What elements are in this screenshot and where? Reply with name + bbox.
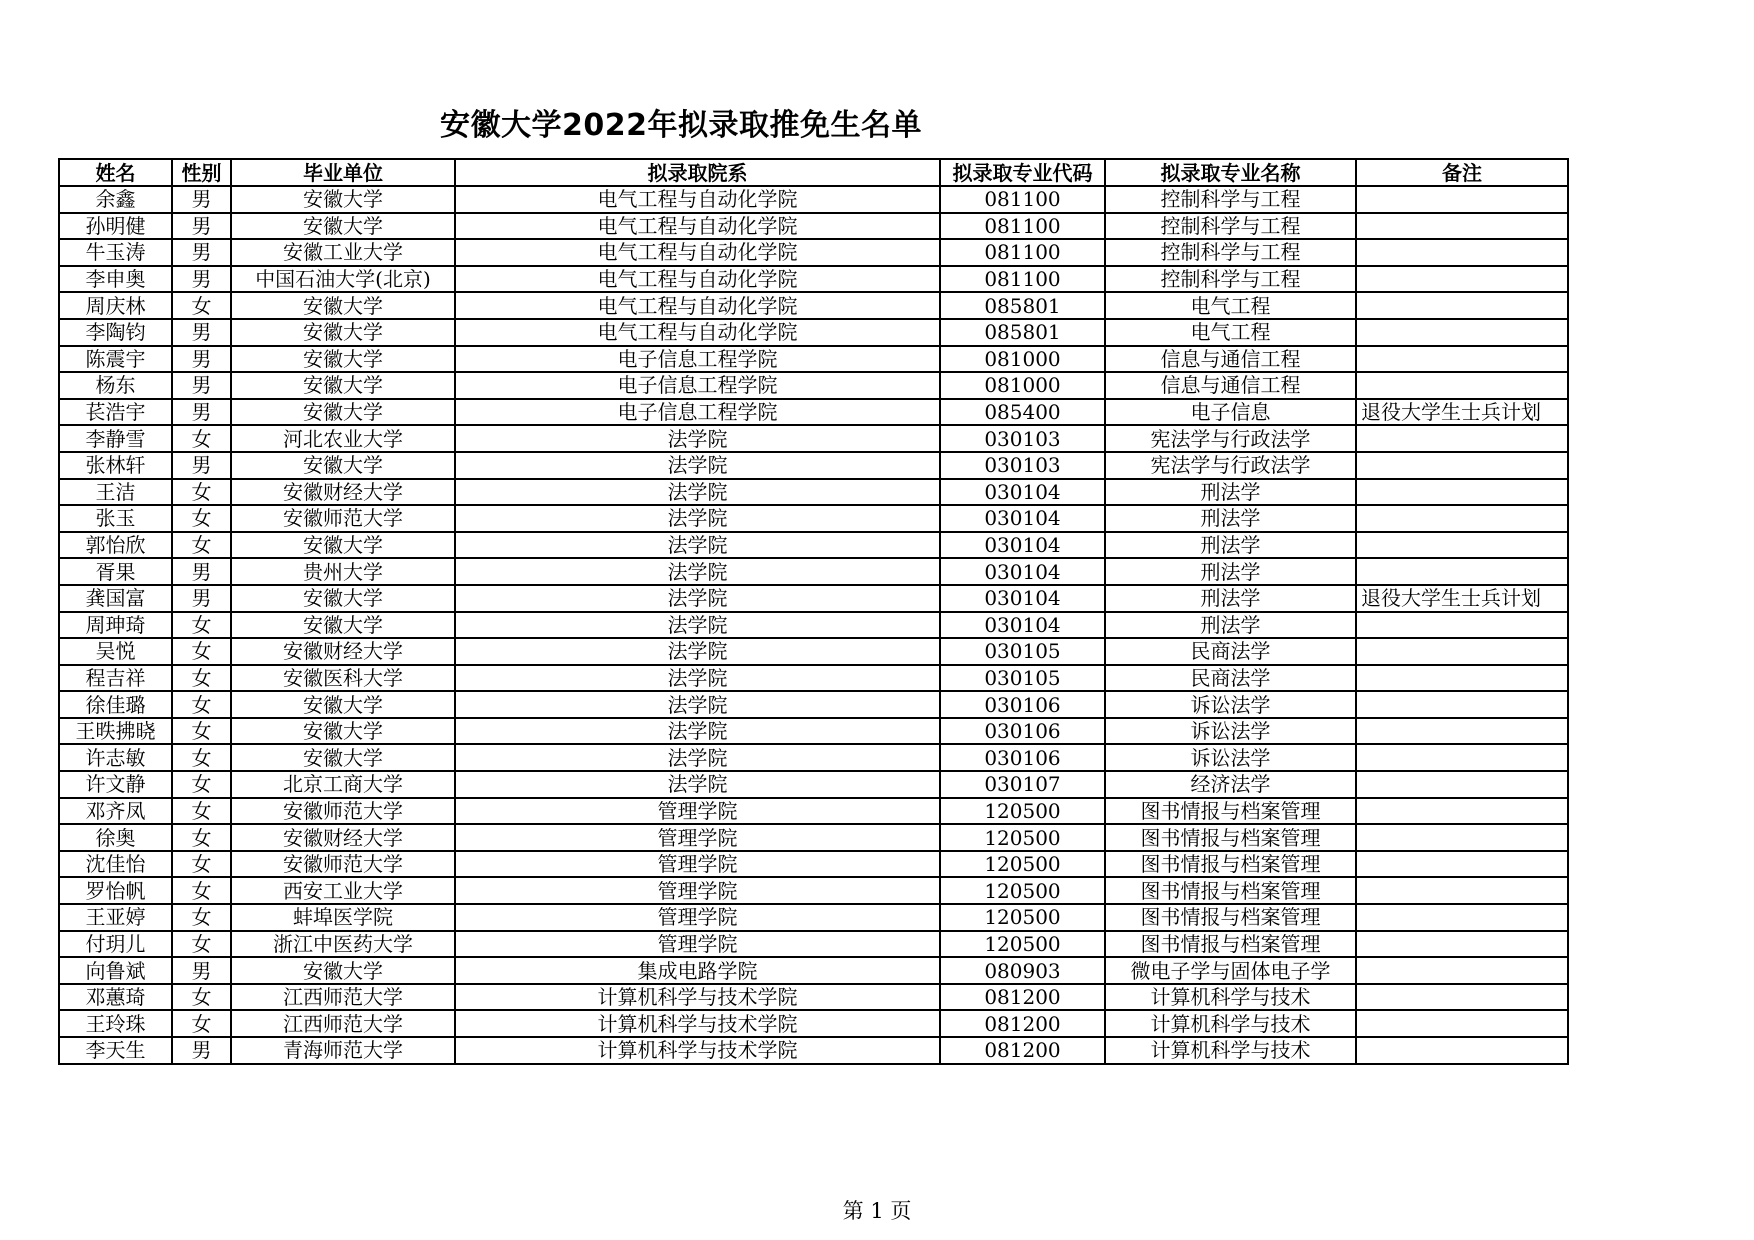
cell-school: 安徽大学 — [231, 452, 455, 479]
cell-major-code: 120500 — [940, 824, 1105, 851]
cell-major-code: 120500 — [940, 798, 1105, 825]
cell-school: 安徽师范大学 — [231, 798, 455, 825]
cell-major-code: 030107 — [940, 771, 1105, 798]
cell-department: 法学院 — [455, 638, 940, 665]
table-row — [59, 372, 1568, 399]
cell-major-name: 经济法学 — [1105, 771, 1356, 798]
cell-note — [1356, 372, 1568, 399]
header-school: 毕业单位 — [231, 159, 455, 186]
table-row — [59, 319, 1568, 346]
cell-name: 张玉 — [59, 505, 172, 532]
cell-school: 安徽大学 — [231, 319, 455, 346]
cell-gender: 女 — [172, 505, 231, 532]
cell-name: 王玲珠 — [59, 1010, 172, 1037]
cell-school: 中国石油大学(北京) — [231, 266, 455, 293]
cell-gender: 男 — [172, 399, 231, 426]
cell-major-code: 030103 — [940, 452, 1105, 479]
cell-name: 李天生 — [59, 1037, 172, 1064]
cell-school: 安徽财经大学 — [231, 824, 455, 851]
cell-school: 安徽大学 — [231, 691, 455, 718]
cell-department: 计算机科学与技术学院 — [455, 1037, 940, 1064]
table-row — [59, 744, 1568, 771]
cell-department: 法学院 — [455, 558, 940, 585]
cell-note — [1356, 824, 1568, 851]
cell-major-code: 030105 — [940, 665, 1105, 692]
cell-major-code: 030106 — [940, 691, 1105, 718]
cell-name: 陈震宇 — [59, 346, 172, 373]
table-row — [59, 798, 1568, 825]
cell-major-code: 081000 — [940, 346, 1105, 373]
cell-note — [1356, 718, 1568, 745]
cell-major-name: 控制科学与工程 — [1105, 186, 1356, 213]
cell-gender: 男 — [172, 266, 231, 293]
cell-major-name: 控制科学与工程 — [1105, 213, 1356, 240]
cell-note — [1356, 984, 1568, 1011]
cell-department: 管理学院 — [455, 851, 940, 878]
cell-name: 付玥儿 — [59, 931, 172, 958]
table-row — [59, 213, 1568, 240]
cell-major-name: 控制科学与工程 — [1105, 239, 1356, 266]
cell-major-name: 民商法学 — [1105, 638, 1356, 665]
table-row — [59, 984, 1568, 1011]
cell-department: 管理学院 — [455, 904, 940, 931]
cell-major-name: 信息与通信工程 — [1105, 372, 1356, 399]
cell-school: 安徽大学 — [231, 372, 455, 399]
cell-gender: 男 — [172, 346, 231, 373]
cell-department: 法学院 — [455, 691, 940, 718]
cell-department: 法学院 — [455, 744, 940, 771]
table-row — [59, 186, 1568, 213]
cell-school: 安徽大学 — [231, 744, 455, 771]
cell-note — [1356, 638, 1568, 665]
cell-gender: 女 — [172, 718, 231, 745]
cell-gender: 男 — [172, 239, 231, 266]
header-gender: 性别 — [172, 159, 231, 186]
cell-school: 安徽大学 — [231, 532, 455, 559]
cell-note — [1356, 239, 1568, 266]
cell-school: 蚌埠医学院 — [231, 904, 455, 931]
cell-department: 法学院 — [455, 718, 940, 745]
cell-department: 法学院 — [455, 505, 940, 532]
cell-note — [1356, 904, 1568, 931]
cell-department: 电子信息工程学院 — [455, 399, 940, 426]
cell-school: 安徽大学 — [231, 585, 455, 612]
cell-major-name: 图书情报与档案管理 — [1105, 824, 1356, 851]
cell-name: 余鑫 — [59, 186, 172, 213]
cell-major-code: 081000 — [940, 372, 1105, 399]
cell-major-name: 刑法学 — [1105, 532, 1356, 559]
header-note: 备注 — [1356, 159, 1568, 186]
cell-name: 罗怡帆 — [59, 877, 172, 904]
cell-major-code: 081100 — [940, 266, 1105, 293]
table-body — [59, 186, 1568, 1064]
table-row — [59, 638, 1568, 665]
cell-school: 江西师范大学 — [231, 1010, 455, 1037]
cell-school: 安徽师范大学 — [231, 505, 455, 532]
cell-note — [1356, 612, 1568, 639]
table-row — [59, 266, 1568, 293]
cell-major-name: 诉讼法学 — [1105, 744, 1356, 771]
cell-name: 王亚婷 — [59, 904, 172, 931]
cell-note — [1356, 186, 1568, 213]
cell-major-name: 刑法学 — [1105, 558, 1356, 585]
cell-gender: 男 — [172, 186, 231, 213]
cell-major-name: 诉讼法学 — [1105, 718, 1356, 745]
cell-gender: 女 — [172, 612, 231, 639]
cell-gender: 女 — [172, 1010, 231, 1037]
cell-note — [1356, 931, 1568, 958]
table-row — [59, 292, 1568, 319]
cell-school: 安徽工业大学 — [231, 239, 455, 266]
cell-major-code: 030104 — [940, 532, 1105, 559]
table-row — [59, 771, 1568, 798]
table-row — [59, 612, 1568, 639]
cell-major-code: 081200 — [940, 1037, 1105, 1064]
cell-note — [1356, 425, 1568, 452]
cell-name: 郭怡欣 — [59, 532, 172, 559]
cell-major-name: 计算机科学与技术 — [1105, 1010, 1356, 1037]
cell-school: 安徽大学 — [231, 718, 455, 745]
cell-gender: 女 — [172, 824, 231, 851]
cell-gender: 女 — [172, 691, 231, 718]
cell-note — [1356, 505, 1568, 532]
cell-school: 河北农业大学 — [231, 425, 455, 452]
cell-major-name: 电气工程 — [1105, 319, 1356, 346]
cell-department: 法学院 — [455, 665, 940, 692]
cell-note — [1356, 532, 1568, 559]
admission-table — [58, 158, 1569, 1065]
cell-name: 周庆林 — [59, 292, 172, 319]
cell-major-name: 图书情报与档案管理 — [1105, 798, 1356, 825]
cell-department: 法学院 — [455, 771, 940, 798]
cell-major-name: 宪法学与行政法学 — [1105, 452, 1356, 479]
cell-name: 程吉祥 — [59, 665, 172, 692]
cell-note — [1356, 691, 1568, 718]
cell-gender: 女 — [172, 877, 231, 904]
cell-name: 苌浩宇 — [59, 399, 172, 426]
table-row — [59, 931, 1568, 958]
table-row — [59, 718, 1568, 745]
table-row — [59, 425, 1568, 452]
cell-note — [1356, 665, 1568, 692]
cell-name: 胥果 — [59, 558, 172, 585]
cell-gender: 女 — [172, 904, 231, 931]
cell-name: 龚国富 — [59, 585, 172, 612]
table-row — [59, 957, 1568, 984]
cell-school: 安徽大学 — [231, 213, 455, 240]
cell-major-code: 030105 — [940, 638, 1105, 665]
cell-name: 许志敏 — [59, 744, 172, 771]
cell-major-code: 081200 — [940, 984, 1105, 1011]
cell-note — [1356, 1037, 1568, 1064]
cell-department: 管理学院 — [455, 877, 940, 904]
cell-major-name: 计算机科学与技术 — [1105, 1037, 1356, 1064]
cell-major-code: 081200 — [940, 1010, 1105, 1037]
cell-department: 法学院 — [455, 585, 940, 612]
cell-school: 安徽师范大学 — [231, 851, 455, 878]
cell-major-code: 085801 — [940, 292, 1105, 319]
cell-department: 法学院 — [455, 479, 940, 506]
cell-name: 孙明健 — [59, 213, 172, 240]
cell-department: 电气工程与自动化学院 — [455, 292, 940, 319]
cell-school: 安徽大学 — [231, 612, 455, 639]
cell-gender: 男 — [172, 319, 231, 346]
table-row — [59, 346, 1568, 373]
cell-school: 安徽大学 — [231, 346, 455, 373]
cell-name: 邓齐凤 — [59, 798, 172, 825]
cell-major-code: 030104 — [940, 505, 1105, 532]
cell-department: 计算机科学与技术学院 — [455, 1010, 940, 1037]
cell-gender: 女 — [172, 638, 231, 665]
cell-gender: 女 — [172, 292, 231, 319]
page-number: 第 1 页 — [842, 1199, 912, 1223]
cell-name: 邓蕙琦 — [59, 984, 172, 1011]
cell-major-code: 120500 — [940, 877, 1105, 904]
cell-name: 许文静 — [59, 771, 172, 798]
cell-name: 周珅琦 — [59, 612, 172, 639]
cell-school: 安徽大学 — [231, 292, 455, 319]
cell-name: 吴悦 — [59, 638, 172, 665]
cell-note — [1356, 877, 1568, 904]
cell-major-name: 图书情报与档案管理 — [1105, 877, 1356, 904]
cell-name: 李申奥 — [59, 266, 172, 293]
header-department: 拟录取院系 — [455, 159, 940, 186]
cell-department: 电气工程与自动化学院 — [455, 213, 940, 240]
table-row — [59, 851, 1568, 878]
cell-major-name: 诉讼法学 — [1105, 691, 1356, 718]
header-row — [59, 159, 1568, 186]
cell-note — [1356, 744, 1568, 771]
cell-department: 电气工程与自动化学院 — [455, 186, 940, 213]
cell-major-code: 030104 — [940, 585, 1105, 612]
cell-department: 法学院 — [455, 612, 940, 639]
cell-name: 张林轩 — [59, 452, 172, 479]
cell-department: 计算机科学与技术学院 — [455, 984, 940, 1011]
cell-name: 杨东 — [59, 372, 172, 399]
cell-major-name: 刑法学 — [1105, 505, 1356, 532]
table-row — [59, 452, 1568, 479]
cell-name: 向鲁斌 — [59, 957, 172, 984]
cell-major-name: 微电子学与固体电子学 — [1105, 957, 1356, 984]
cell-department: 法学院 — [455, 425, 940, 452]
cell-note: 退役大学生士兵计划 — [1356, 399, 1568, 426]
cell-note — [1356, 957, 1568, 984]
cell-major-name: 信息与通信工程 — [1105, 346, 1356, 373]
cell-note — [1356, 346, 1568, 373]
cell-major-name: 计算机科学与技术 — [1105, 984, 1356, 1011]
cell-school: 江西师范大学 — [231, 984, 455, 1011]
cell-name: 徐佳璐 — [59, 691, 172, 718]
cell-name: 徐奥 — [59, 824, 172, 851]
cell-major-code: 030104 — [940, 558, 1105, 585]
cell-gender: 女 — [172, 771, 231, 798]
cell-gender: 女 — [172, 425, 231, 452]
cell-department: 管理学院 — [455, 798, 940, 825]
cell-major-code: 120500 — [940, 904, 1105, 931]
cell-school: 青海师范大学 — [231, 1037, 455, 1064]
cell-name: 李静雪 — [59, 425, 172, 452]
table-row — [59, 505, 1568, 532]
cell-department: 集成电路学院 — [455, 957, 940, 984]
cell-department: 法学院 — [455, 452, 940, 479]
cell-major-name: 刑法学 — [1105, 479, 1356, 506]
cell-department: 电气工程与自动化学院 — [455, 319, 940, 346]
cell-note — [1356, 851, 1568, 878]
cell-note — [1356, 479, 1568, 506]
cell-gender: 女 — [172, 744, 231, 771]
cell-major-code: 081100 — [940, 239, 1105, 266]
cell-name: 王昳拂晓 — [59, 718, 172, 745]
cell-gender: 女 — [172, 665, 231, 692]
cell-note — [1356, 319, 1568, 346]
cell-major-code: 120500 — [940, 931, 1105, 958]
cell-major-name: 宪法学与行政法学 — [1105, 425, 1356, 452]
cell-gender: 男 — [172, 452, 231, 479]
cell-note — [1356, 292, 1568, 319]
cell-gender: 男 — [172, 1037, 231, 1064]
cell-major-name: 图书情报与档案管理 — [1105, 851, 1356, 878]
table-row — [59, 877, 1568, 904]
cell-name: 沈佳怡 — [59, 851, 172, 878]
cell-school: 北京工商大学 — [231, 771, 455, 798]
cell-major-code: 081100 — [940, 186, 1105, 213]
cell-note: 退役大学生士兵计划 — [1356, 585, 1568, 612]
cell-gender: 男 — [172, 585, 231, 612]
cell-major-code: 085801 — [940, 319, 1105, 346]
cell-gender: 男 — [172, 957, 231, 984]
cell-note — [1356, 558, 1568, 585]
cell-note — [1356, 213, 1568, 240]
cell-school: 安徽财经大学 — [231, 638, 455, 665]
table-row — [59, 585, 1568, 612]
cell-note — [1356, 266, 1568, 293]
document-title: 安徽大学2022年拟录取推免生名单 — [440, 108, 922, 143]
cell-major-code: 085400 — [940, 399, 1105, 426]
cell-gender: 女 — [172, 851, 231, 878]
cell-major-name: 民商法学 — [1105, 665, 1356, 692]
cell-major-code: 030106 — [940, 718, 1105, 745]
cell-department: 电子信息工程学院 — [455, 346, 940, 373]
cell-major-name: 刑法学 — [1105, 585, 1356, 612]
cell-school: 安徽医科大学 — [231, 665, 455, 692]
cell-gender: 女 — [172, 931, 231, 958]
table-row — [59, 1010, 1568, 1037]
table-row — [59, 479, 1568, 506]
cell-school: 贵州大学 — [231, 558, 455, 585]
cell-major-name: 刑法学 — [1105, 612, 1356, 639]
cell-note — [1356, 798, 1568, 825]
cell-name: 李陶钧 — [59, 319, 172, 346]
cell-department: 管理学院 — [455, 824, 940, 851]
cell-major-code: 120500 — [940, 851, 1105, 878]
table-row — [59, 691, 1568, 718]
cell-major-name: 电气工程 — [1105, 292, 1356, 319]
cell-school: 安徽大学 — [231, 186, 455, 213]
cell-major-name: 控制科学与工程 — [1105, 266, 1356, 293]
cell-major-name: 图书情报与档案管理 — [1105, 931, 1356, 958]
cell-gender: 男 — [172, 558, 231, 585]
cell-department: 法学院 — [455, 532, 940, 559]
cell-note — [1356, 452, 1568, 479]
cell-major-name: 图书情报与档案管理 — [1105, 904, 1356, 931]
cell-major-code: 030103 — [940, 425, 1105, 452]
table-row — [59, 399, 1568, 426]
cell-department: 电气工程与自动化学院 — [455, 266, 940, 293]
cell-school: 安徽大学 — [231, 399, 455, 426]
cell-note — [1356, 771, 1568, 798]
cell-major-code: 081100 — [940, 213, 1105, 240]
cell-school: 安徽财经大学 — [231, 479, 455, 506]
cell-school: 西安工业大学 — [231, 877, 455, 904]
cell-gender: 女 — [172, 984, 231, 1011]
cell-name: 牛玉涛 — [59, 239, 172, 266]
cell-gender: 女 — [172, 479, 231, 506]
cell-school: 浙江中医药大学 — [231, 931, 455, 958]
header-name: 姓名 — [59, 159, 172, 186]
cell-department: 管理学院 — [455, 931, 940, 958]
cell-gender: 男 — [172, 213, 231, 240]
cell-name: 王洁 — [59, 479, 172, 506]
table-row — [59, 665, 1568, 692]
cell-major-code: 080903 — [940, 957, 1105, 984]
cell-department: 电子信息工程学院 — [455, 372, 940, 399]
table-row — [59, 239, 1568, 266]
cell-major-code: 030104 — [940, 479, 1105, 506]
cell-department: 电气工程与自动化学院 — [455, 239, 940, 266]
table-row — [59, 824, 1568, 851]
header-major-code: 拟录取专业代码 — [940, 159, 1105, 186]
cell-gender: 男 — [172, 372, 231, 399]
cell-note — [1356, 1010, 1568, 1037]
cell-school: 安徽大学 — [231, 957, 455, 984]
table-row — [59, 558, 1568, 585]
cell-gender: 女 — [172, 532, 231, 559]
header-major-name: 拟录取专业名称 — [1105, 159, 1356, 186]
cell-major-code: 030106 — [940, 744, 1105, 771]
table-row — [59, 1037, 1568, 1064]
cell-gender: 女 — [172, 798, 231, 825]
cell-major-name: 电子信息 — [1105, 399, 1356, 426]
table-row — [59, 904, 1568, 931]
cell-major-code: 030104 — [940, 612, 1105, 639]
table-row — [59, 532, 1568, 559]
